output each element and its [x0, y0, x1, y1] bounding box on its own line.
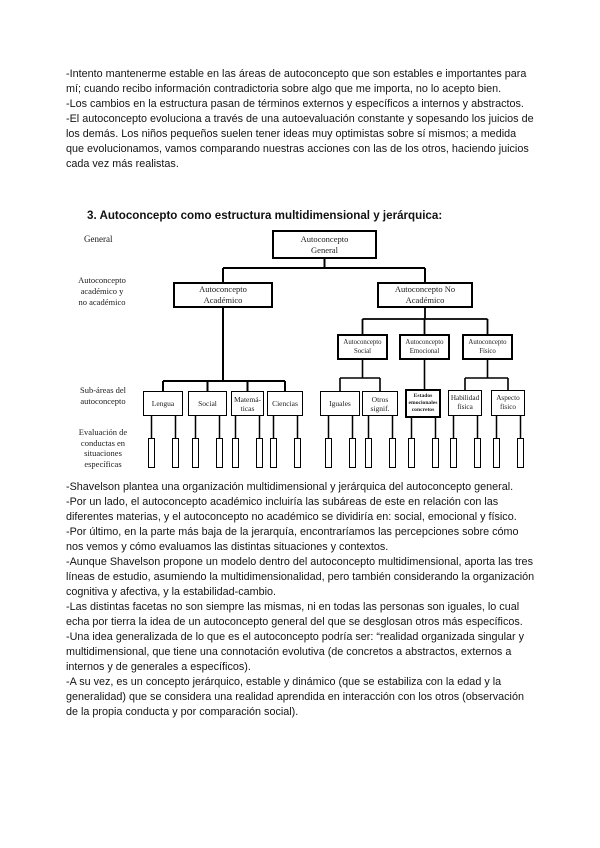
- paragraph: -Los cambios en la estructura pasan de términos externos y específicos a internos y abstractos.: [66, 98, 524, 110]
- row-label-subareas: [70, 385, 136, 407]
- node-label-line: Lengua: [151, 399, 175, 408]
- shavelson-diagram: [0, 228, 600, 478]
- label-line: General: [84, 234, 113, 244]
- node-lengua: [143, 391, 183, 416]
- node-label-line: Social: [198, 399, 217, 408]
- label-line: Evaluación de: [78, 427, 128, 437]
- evaluation-box: [270, 438, 277, 468]
- node-label-line: Autoconcepto No: [394, 284, 456, 294]
- label-line: Autoconcepto: [78, 275, 126, 285]
- node-iguales: [320, 391, 360, 416]
- evaluation-box: [349, 438, 356, 468]
- node-label-line: Autoconcepto: [343, 339, 382, 346]
- evaluation-box: [432, 438, 439, 468]
- node-label-line: Académico: [203, 295, 243, 305]
- intro-text: [66, 67, 536, 172]
- label-line: específicas: [84, 458, 122, 469]
- node-social-subarea: [188, 391, 227, 416]
- node-label-line: física: [457, 403, 473, 411]
- node-label-line: Académico: [405, 295, 445, 305]
- evaluation-box: [294, 438, 301, 468]
- node-label-line: Autoconcepto: [199, 284, 247, 294]
- node-label-line: Matemá-: [233, 394, 262, 404]
- node-label-line: Autoconcepto: [300, 233, 349, 244]
- node-aspecto-fisico: [491, 390, 525, 416]
- evaluation-box: [192, 438, 199, 468]
- node-ciencias: [267, 391, 303, 416]
- node-autoconcepto-emocional: [399, 334, 450, 360]
- node-autoconcepto-fisico: [462, 334, 513, 360]
- node-label-line: Emocional: [409, 348, 440, 355]
- evaluation-box: [389, 438, 396, 468]
- label-line: autoconcepto: [80, 396, 126, 406]
- evaluation-box: [232, 438, 239, 468]
- paragraph: -Intento mantenerme estable en las áreas de autoconcepto que son estables e importantes para mí; cuando recibo información contradictoria sobre algo que me importa, no lo acepto bien.: [66, 68, 527, 95]
- node-label-line: signif.: [370, 403, 390, 413]
- node-label-line: concretos: [411, 407, 435, 413]
- label-line: situaciones: [84, 448, 122, 458]
- evaluation-box: [172, 438, 179, 468]
- node-label-line: físico: [500, 403, 516, 411]
- row-label-general: [84, 234, 112, 245]
- evaluation-box: [256, 438, 263, 468]
- evaluation-box: [365, 438, 372, 468]
- node-label-line: ticas: [240, 403, 255, 413]
- node-label-line: Aspecto: [496, 394, 520, 402]
- label-line: académico y: [80, 286, 124, 296]
- node-label-line: Estados: [413, 393, 433, 399]
- node-autoconcepto-general: [272, 230, 377, 259]
- node-label-line: Físico: [479, 348, 496, 355]
- label-line: no académico: [78, 297, 126, 307]
- evaluation-box: [408, 438, 415, 468]
- paragraph: -Shavelson plantea una organización multidimensional y jerárquica del autoconcepto general.: [66, 481, 514, 493]
- label-line: Sub-áreas del: [79, 385, 127, 395]
- node-label-line: Social: [354, 348, 371, 355]
- node-autoconcepto-social: [337, 334, 388, 360]
- evaluation-box: [517, 438, 524, 468]
- node-label-line: Iguales: [329, 399, 351, 408]
- label-line: conductas en: [80, 437, 126, 448]
- node-label-line: Autoconcepto: [468, 339, 507, 346]
- paragraph: -Una idea generalizada de lo que es el autoconcepto podría ser: “realidad organizada singular y multidimensional, que tiene una connotación evolutiva (de concretos a abstractos, externos a internos y de generales a específicos).: [66, 631, 524, 673]
- node-autoconcepto-academico: [173, 282, 273, 308]
- paragraph: -Por último, en la parte más baja de la jerarquía, encontraríamos las percepciones sobre cómo nos vemos y cómo evaluamos las distintas situaciones y contextos.: [66, 526, 519, 553]
- evaluation-box: [325, 438, 332, 468]
- node-label-line: Habilidad: [450, 394, 480, 402]
- evaluation-box: [493, 438, 500, 468]
- paragraph: -El autoconcepto evoluciona a través de una autoevaluación constante y sopesando los juicios de los demás. Los niños pequeños suelen tener ideas muy optimistas sobre sí mismos; a medida que evolucionamos, vamos comparando nuestras acciones con las de los otros, haciendo juicios cada vez más realistas.: [66, 113, 534, 170]
- paragraph: -Por un lado, el autoconcepto académico incluiría las subáreas de este en relación con las diferentes materias, y el autoconcepto no académico se dividiría en: social, emocional y físico.: [66, 496, 517, 523]
- node-estados-emocionales: [405, 389, 441, 418]
- node-label-line: Ciencias: [272, 399, 298, 408]
- node-autoconcepto-no-academico: [377, 282, 473, 308]
- evaluation-box: [450, 438, 457, 468]
- node-label-line: General: [311, 244, 338, 255]
- node-matematicas: [231, 391, 264, 416]
- node-label-line: Autoconcepto: [405, 339, 444, 346]
- node-otros-significativos: [362, 391, 398, 416]
- paragraph: -Aunque Shavelson propone un modelo dentro del autoconcepto multidimensional, aporta las tres líneas de estudio, asumiendo la multidimensionalidad, pero también considerando la organización cognitiva y afectiva, y la estabilidad-cambio.: [66, 556, 535, 598]
- evaluation-box: [474, 438, 481, 468]
- evaluation-box: [216, 438, 223, 468]
- paragraph: -A su vez, es un concepto jerárquico, estable y dinámico (que se estabiliza con la edad y la generalidad) que se considera una realidad aprendida en interacción con los otros (observación de la propia conducta y por comparación social).: [66, 676, 524, 718]
- node-habilidad-fisica: [448, 390, 482, 416]
- node-label-line: emocionales: [408, 400, 438, 406]
- row-label-evaluacion: [72, 427, 134, 469]
- node-label-line: Otros: [371, 394, 389, 404]
- body-text: [66, 480, 536, 720]
- evaluation-box: [148, 438, 155, 468]
- paragraph: -Las distintas facetas no son siempre las mismas, ni en todas las personas son iguales, lo cual echa por tierra la idea de un autoconcepto general del que se desglosan otros más específicos.: [66, 601, 523, 628]
- section-heading: 3. Autoconcepto como estructura multidimensional y jerárquica:: [87, 209, 443, 222]
- row-label-academico-no-academico: [66, 275, 138, 308]
